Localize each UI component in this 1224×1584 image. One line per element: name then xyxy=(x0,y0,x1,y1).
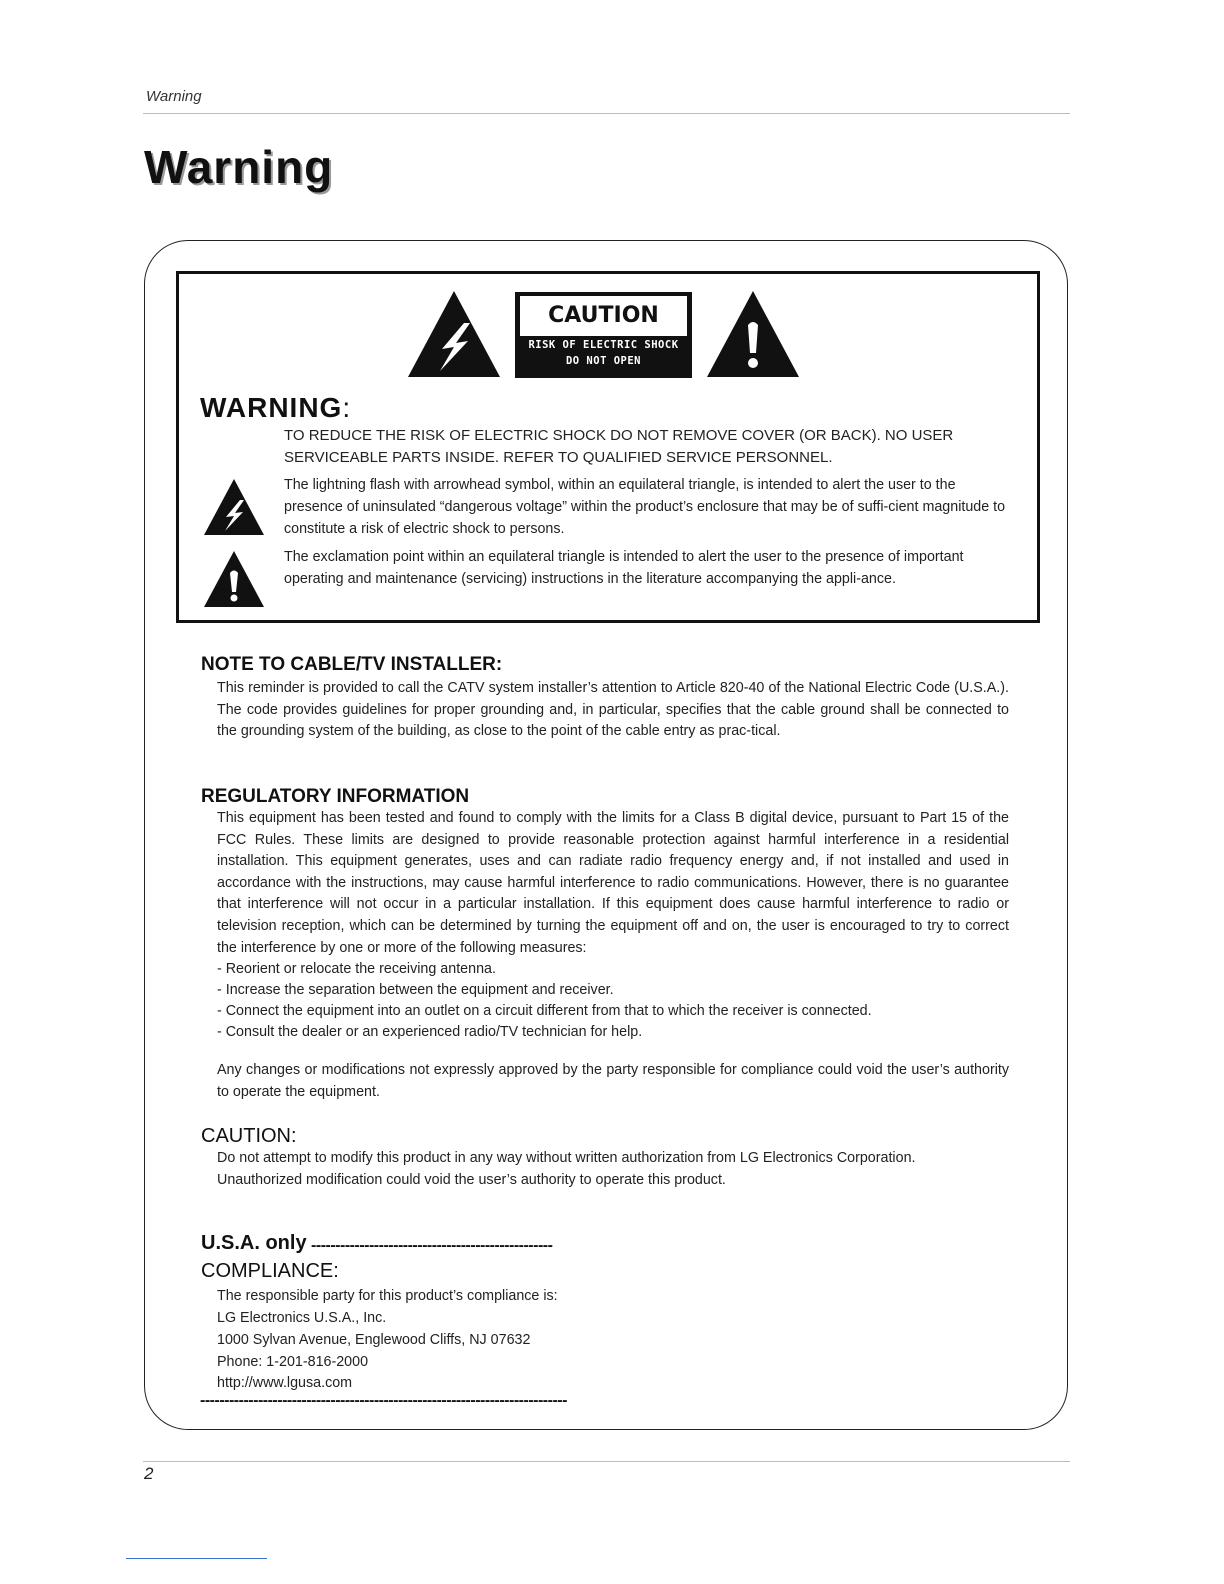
cable-note-text: This reminder is provided to call the CATV system installer’s attention to Article 820-40 of the National Electric Code (U.S.A.). The code provides guidelines for proper grounding and, in particular, specifies that the cable ground shall be connected to the grounding system of the building, as close to the point of the cable entry as prac-tical. xyxy=(217,680,1009,740)
exclamation-warning-icon xyxy=(705,289,801,379)
caution-line-1: Do not attempt to modify this product in any way without written authorization from LG Electronics Corporation. xyxy=(217,1150,916,1166)
footer-rule xyxy=(143,1461,1070,1462)
lightning-warning-icon xyxy=(406,289,502,379)
measure-item-4: - Consult the dealer or an experienced radio/TV technician for help. xyxy=(217,1024,643,1040)
regulatory-heading: REGULATORY INFORMATION xyxy=(201,786,470,807)
usa-only-heading: U.S.A. only xyxy=(201,1232,307,1254)
measure-item-1: - Reorient or relocate the receiving antenna. xyxy=(217,961,496,977)
warning-heading-text: WARNING xyxy=(200,392,343,423)
caution-label-line2: DO NOT OPEN xyxy=(565,355,642,367)
compliance-bottom-dashes: ---------------------------------------------------------------------------- xyxy=(200,1392,567,1409)
compliance-line-3: 1000 Sylvan Avenue, Englewood Cliffs, NJ 07632 xyxy=(217,1332,531,1348)
usa-only-row xyxy=(201,1232,621,1255)
page-title: Warning xyxy=(144,141,334,193)
warning-text: TO REDUCE THE RISK OF ELECTRIC SHOCK DO NOT REMOVE COVER (OR BACK). NO USER SERVICEABLE PARTS INSIDE. REFER TO QUALIFIED SERVICE PERSONNEL. xyxy=(284,427,954,466)
changes-text: Any changes or modifications not expressly approved by the party responsible for compliance could void the user’s authority to operate the equipment. xyxy=(217,1062,1009,1100)
small-exclamation-icon xyxy=(203,550,265,608)
warning-heading xyxy=(200,392,351,424)
caution-label xyxy=(515,292,692,378)
warning-heading-colon: : xyxy=(342,392,352,423)
measure-item-3: - Connect the equipment into an outlet on a circuit different from that to which the receiver is connected. xyxy=(217,1003,872,1019)
compliance-heading: COMPLIANCE: xyxy=(201,1260,339,1282)
bottom-link-underline xyxy=(126,1558,267,1559)
compliance-url: http://www.lgusa.com xyxy=(217,1375,353,1391)
compliance-line-2: LG Electronics U.S.A., Inc. xyxy=(217,1310,387,1326)
small-lightning-icon xyxy=(203,478,265,536)
caution-label-main: CAUTION xyxy=(520,296,687,336)
exclamation-symbol-text: The exclamation point within an equilateral triangle is intended to alert the user to the presence of important operating and maintenance (servicing) instructions in the literature accompanying the appli-ance. xyxy=(284,549,964,587)
running-head: Warning xyxy=(146,88,202,105)
lightning-symbol-text: The lightning flash with arrowhead symbol, within an equilateral triangle, is intended to alert the user to the presence of uninsulated “dangerous voltage” within the product’s enclosure that may be of suffi-cient magnitude to constitute a risk of electric shock to persons. xyxy=(284,477,1006,537)
measure-item-2: - Increase the separation between the equipment and receiver. xyxy=(217,982,614,998)
caution-heading: CAUTION: xyxy=(201,1125,297,1147)
caution-label-line1: RISK OF ELECTRIC SHOCK xyxy=(528,339,679,351)
usa-only-dashes: -------------------------------------------------- xyxy=(311,1237,553,1254)
compliance-line-4: Phone: 1-201-816-2000 xyxy=(217,1354,369,1370)
caution-line-2: Unauthorized modification could void the user’s authority to operate this product. xyxy=(217,1172,726,1188)
header-rule xyxy=(143,113,1070,114)
compliance-line-1: The responsible party for this product’s compliance is: xyxy=(217,1288,558,1304)
regulatory-text: This equipment has been tested and found to comply with the limits for a Class B digital device, pursuant to Part 15 of the FCC Rules. These limits are designed to provide reasonable protection against harmful interference in a residential installation. This equipment generates, uses and can radiate radio frequency energy and, if not installed and used in accordance with the instructions, may cause harmful interference to radio communications. However, there is no guarantee that interference will not occur in a particular installation. If this equipment does cause harmful interference to radio or television reception, which can be determined by turning the equipment off and on, the user is encouraged to try to correct the interference by one or more of the following measures: xyxy=(217,810,1009,956)
page-number: 2 xyxy=(144,1464,154,1483)
cable-note-heading: NOTE TO CABLE/TV INSTALLER: xyxy=(201,654,503,675)
